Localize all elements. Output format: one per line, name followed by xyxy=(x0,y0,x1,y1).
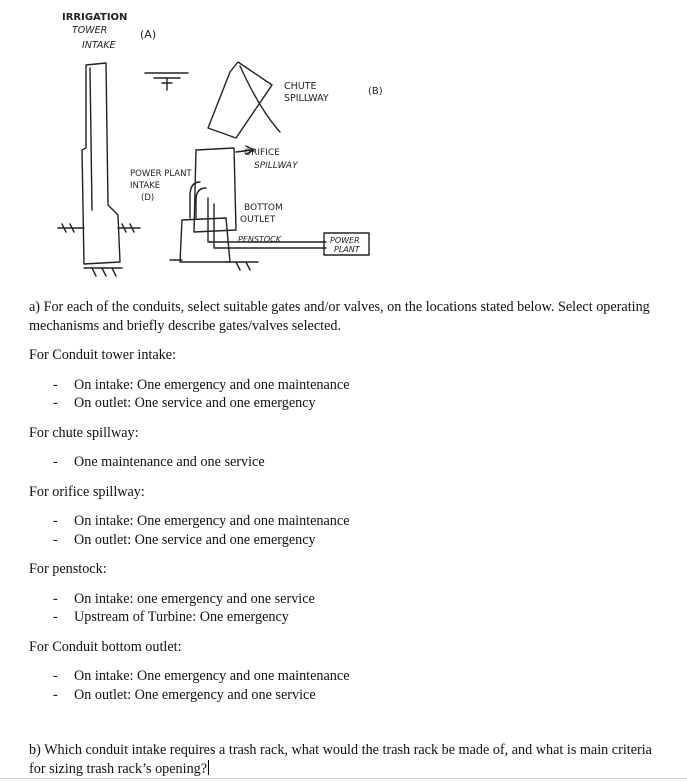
ground-bottom xyxy=(84,260,258,268)
list-bullet: - xyxy=(53,686,58,703)
section-list xyxy=(29,667,659,704)
text-cursor xyxy=(208,760,209,775)
list-item: - On intake: one emergency and one service xyxy=(53,590,315,607)
label-orifice-1: ORIFICE xyxy=(244,148,280,158)
dam-body xyxy=(180,218,230,262)
list-item: - One maintenance and one service xyxy=(53,454,265,470)
list-item: - On intake: One emergency and one maintenance xyxy=(53,513,350,529)
water-level-symbol xyxy=(145,73,188,90)
list-item: - On outlet: One emergency and one service xyxy=(53,686,316,703)
list-item: - On outlet: One service and one emergency xyxy=(53,531,316,548)
section-heading: For penstock: xyxy=(29,561,107,577)
section-heading: For Conduit tower intake: xyxy=(29,347,176,363)
label-bottom-2: OUTLET xyxy=(240,215,276,225)
list-item: - On outlet: One service and one emergency xyxy=(53,395,316,411)
section-list xyxy=(29,376,659,413)
label-bottom-1: BOTTOM xyxy=(244,203,283,213)
label-orifice-2: SPILLWAY xyxy=(254,161,298,171)
list-item: - Upstream of Turbine: One emergency xyxy=(53,609,289,625)
section-heading: For Conduit bottom outlet: xyxy=(29,638,182,655)
section-heading: For chute spillway: xyxy=(29,424,139,441)
list-bullet: - xyxy=(53,531,58,548)
question-b-text[interactable]: b) Which conduit intake requires a trash rack, what would the trash rack be made of, and what is main criteria for sizing trash rack’s opening? xyxy=(29,742,652,777)
tower-inner-line xyxy=(90,68,92,210)
label-power-intake-1: POWER PLANT xyxy=(130,169,192,179)
power-intake-pipe xyxy=(190,182,206,218)
label-chute-2: SPILLWAY xyxy=(284,93,329,104)
label-tower-1: IRRIGATION xyxy=(62,12,128,23)
list-item: - On intake: One emergency and one maintenance xyxy=(53,668,350,684)
list-bullet: - xyxy=(53,590,58,607)
section-list xyxy=(29,590,659,627)
document-body xyxy=(29,298,659,778)
list-bullet: - xyxy=(53,454,58,470)
chute-spillway-shape xyxy=(208,62,272,138)
tower-intake-shape xyxy=(82,63,120,264)
label-penstock: PENSTOCK xyxy=(238,235,281,244)
section-heading: For orifice spillway: xyxy=(29,483,145,500)
page-bottom-border xyxy=(0,778,687,779)
label-plant-2: PLANT xyxy=(334,245,360,254)
label-plant-1: POWER xyxy=(330,236,360,245)
label-tag-a: (A) xyxy=(140,28,157,41)
label-chute-1: CHUTE xyxy=(284,81,317,92)
list-bullet: - xyxy=(53,668,58,684)
label-tower-3: INTAKE xyxy=(82,40,116,51)
list-bullet: - xyxy=(53,376,58,393)
section-list xyxy=(29,512,659,549)
label-tag-b: (B) xyxy=(368,86,383,97)
label-tower-2: TOWER xyxy=(72,25,108,36)
label-tag-d: (D) xyxy=(141,193,155,203)
list-item: - On intake: One emergency and one maintenance xyxy=(53,376,350,393)
label-power-intake-2: INTAKE xyxy=(130,181,161,191)
dam-sketch-figure xyxy=(40,0,400,285)
list-bullet: - xyxy=(53,609,58,625)
section-list xyxy=(29,453,659,472)
list-bullet: - xyxy=(53,395,58,411)
list-bullet: - xyxy=(53,513,58,529)
question-a-intro: a) For each of the conduits, select suitable gates and/or valves, on the locations stated below. Select operating mechanisms and briefly describe gates/valves selected. xyxy=(29,299,650,334)
